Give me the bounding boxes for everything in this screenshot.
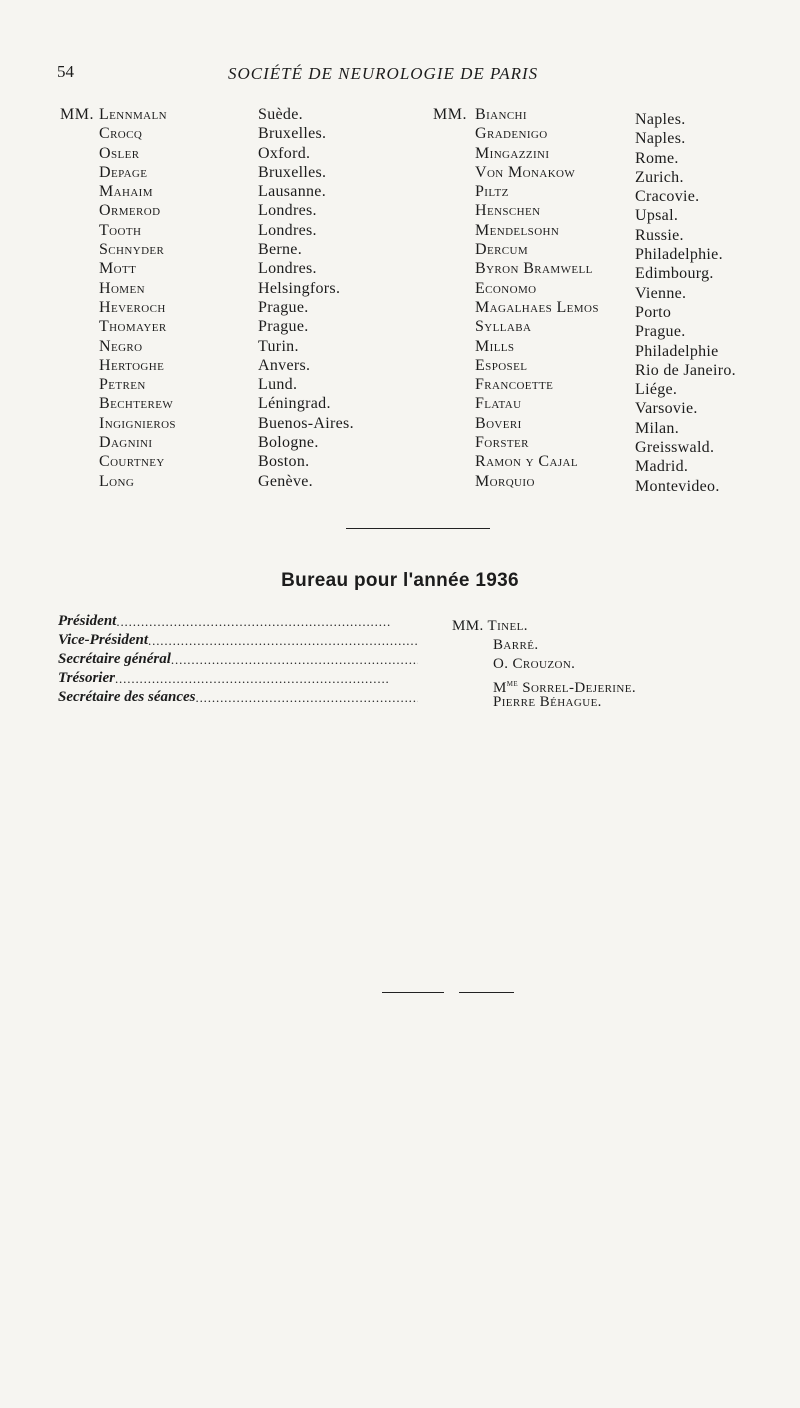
member-name: Syllaba xyxy=(475,318,532,336)
member-city: Lausanne. xyxy=(258,183,327,201)
page-header xyxy=(0,62,800,92)
member-city: Buenos-Aires. xyxy=(258,414,354,432)
member-name: Ormerod xyxy=(99,202,161,220)
member-name: Tooth xyxy=(99,221,142,239)
member-city: Philadelphie xyxy=(635,342,719,360)
member-name: Long xyxy=(99,472,135,490)
member-name: Bianchi xyxy=(475,106,527,123)
page-number: 54 xyxy=(57,62,74,81)
member-name: Mills xyxy=(475,337,515,355)
office-row xyxy=(58,612,418,631)
treasurer-title-sup: me xyxy=(506,678,519,689)
members-right-places xyxy=(635,110,736,496)
member-city: Bruxelles. xyxy=(258,163,327,181)
member-name: Mahaim xyxy=(99,183,153,201)
holder-secretary-general: O. Crouzon. xyxy=(493,656,576,672)
member-name: Lennmaln xyxy=(99,106,167,123)
holder-row xyxy=(452,636,636,655)
member-name: Dagnini xyxy=(99,434,153,452)
dot-leader xyxy=(148,631,418,650)
member-name: Bechterew xyxy=(99,395,174,413)
member-city: Helsingfors. xyxy=(258,279,341,297)
dot-leader xyxy=(171,650,418,669)
member-name: Mingazzini xyxy=(475,144,550,162)
member-name: Boveri xyxy=(475,414,522,432)
member-city: Genève. xyxy=(258,472,313,490)
member-city: Bologne. xyxy=(258,434,319,452)
holder-treasurer: Sorrel-Dejerine. xyxy=(522,680,636,696)
member-city: Edimbourg. xyxy=(635,265,714,283)
office-row xyxy=(58,631,418,650)
end-rule-right xyxy=(459,992,514,993)
member-city: Varsovie. xyxy=(635,400,698,418)
member-city: Milan. xyxy=(635,419,680,437)
members-right-names xyxy=(475,105,599,491)
office-role: Trésorier xyxy=(58,670,115,686)
dot-leader xyxy=(116,612,418,631)
member-name: Depage xyxy=(99,163,148,181)
member-city: Londres. xyxy=(258,202,317,220)
member-name: Henschen xyxy=(475,202,541,220)
bureau-title: Bureau pour l'année 1936 xyxy=(281,570,519,591)
holder-session-secretary: Pierre Béhague. xyxy=(493,694,602,710)
member-name: Crocq xyxy=(99,125,143,143)
holder-row xyxy=(452,674,636,696)
member-city: Boston. xyxy=(258,453,310,471)
members-left-prefix: MM. xyxy=(60,106,94,123)
member-city: Prague. xyxy=(258,318,309,336)
member-name: Von Monakow xyxy=(475,163,576,181)
members-left-places xyxy=(258,105,354,491)
member-city: Anvers. xyxy=(258,356,311,374)
running-title: SOCIÉTÉ DE NEUROLOGIE DE PARIS xyxy=(228,64,539,83)
member-city: Zurich. xyxy=(635,168,684,186)
office-row xyxy=(58,650,418,669)
member-city: Lund. xyxy=(258,376,298,394)
members-left-names xyxy=(99,105,176,491)
office-row xyxy=(58,688,418,707)
member-name: Schnyder xyxy=(99,241,165,259)
member-name: Flatau xyxy=(475,395,522,413)
member-name: Gradenigo xyxy=(475,125,548,143)
member-name: Mendelsohn xyxy=(475,221,560,239)
member-city: Madrid. xyxy=(635,458,689,476)
member-city: Turin. xyxy=(258,337,299,355)
member-name: Osler xyxy=(99,144,140,162)
member-city: Oxford. xyxy=(258,144,311,162)
office-row xyxy=(58,669,418,688)
member-city: Naples. xyxy=(635,111,686,128)
member-city: Prague. xyxy=(635,323,686,341)
member-name: Ramon y Cajal xyxy=(475,453,578,471)
member-city: Vienne. xyxy=(635,284,687,302)
member-name: Dercum xyxy=(475,241,529,259)
office-holders xyxy=(452,617,636,712)
member-city: Montevideo. xyxy=(635,477,720,495)
members-right-prefix: MM. xyxy=(433,106,467,123)
member-city: Londres. xyxy=(258,221,317,239)
member-name: Mott xyxy=(99,260,137,278)
office-roles xyxy=(58,612,418,707)
member-city: Cracovie. xyxy=(635,188,700,206)
holder-row xyxy=(452,655,636,674)
member-city: Prague. xyxy=(258,298,309,316)
member-name: Economo xyxy=(475,279,537,297)
office-role: Président xyxy=(58,613,117,629)
member-name: Piltz xyxy=(475,183,509,201)
member-name: Negro xyxy=(99,337,143,355)
treasurer-title: M xyxy=(493,680,507,696)
holder-row xyxy=(452,617,636,636)
member-name: Courtney xyxy=(99,453,165,471)
end-rule-left xyxy=(382,992,444,993)
member-name: Ingignieros xyxy=(99,414,176,432)
member-name: Esposel xyxy=(475,356,528,374)
member-city: Bruxelles. xyxy=(258,125,327,143)
member-city: Berne. xyxy=(258,241,303,259)
member-name: Heveroch xyxy=(99,298,166,316)
member-name: Morquio xyxy=(475,472,535,490)
member-name: Thomayer xyxy=(99,318,167,336)
holders-prefix: MM. xyxy=(452,618,484,634)
member-name: Hertoghe xyxy=(99,356,165,374)
member-city: Naples. xyxy=(635,130,686,148)
member-name: Homen xyxy=(99,279,145,297)
member-city: Suède. xyxy=(258,106,303,123)
member-city: Rome. xyxy=(635,149,679,167)
member-city: Léningrad. xyxy=(258,395,331,413)
member-city: Londres. xyxy=(258,260,317,278)
member-name: Forster xyxy=(475,434,529,452)
member-name: Byron Bramwell xyxy=(475,260,593,278)
member-name: Francoette xyxy=(475,376,554,394)
member-city: Greisswald. xyxy=(635,439,715,457)
member-city: Liége. xyxy=(635,381,678,399)
member-city: Philadelphie. xyxy=(635,246,723,264)
office-role: Secrétaire général xyxy=(58,651,171,667)
dot-leader xyxy=(115,669,418,688)
member-city: Rio de Janeiro. xyxy=(635,361,736,379)
member-city: Russie. xyxy=(635,226,684,244)
holder-vice-president: Barré. xyxy=(493,637,539,653)
member-name: Petren xyxy=(99,376,146,394)
holder-president: Tinel. xyxy=(487,618,528,634)
dot-leader xyxy=(195,688,418,707)
member-name: Magalhaes Lemos xyxy=(475,298,599,316)
office-role: Secrétaire des séances xyxy=(58,689,196,705)
member-city: Upsal. xyxy=(635,207,679,225)
member-city: Porto xyxy=(635,303,672,321)
section-divider xyxy=(346,528,490,529)
office-role: Vice-Président xyxy=(58,632,148,648)
